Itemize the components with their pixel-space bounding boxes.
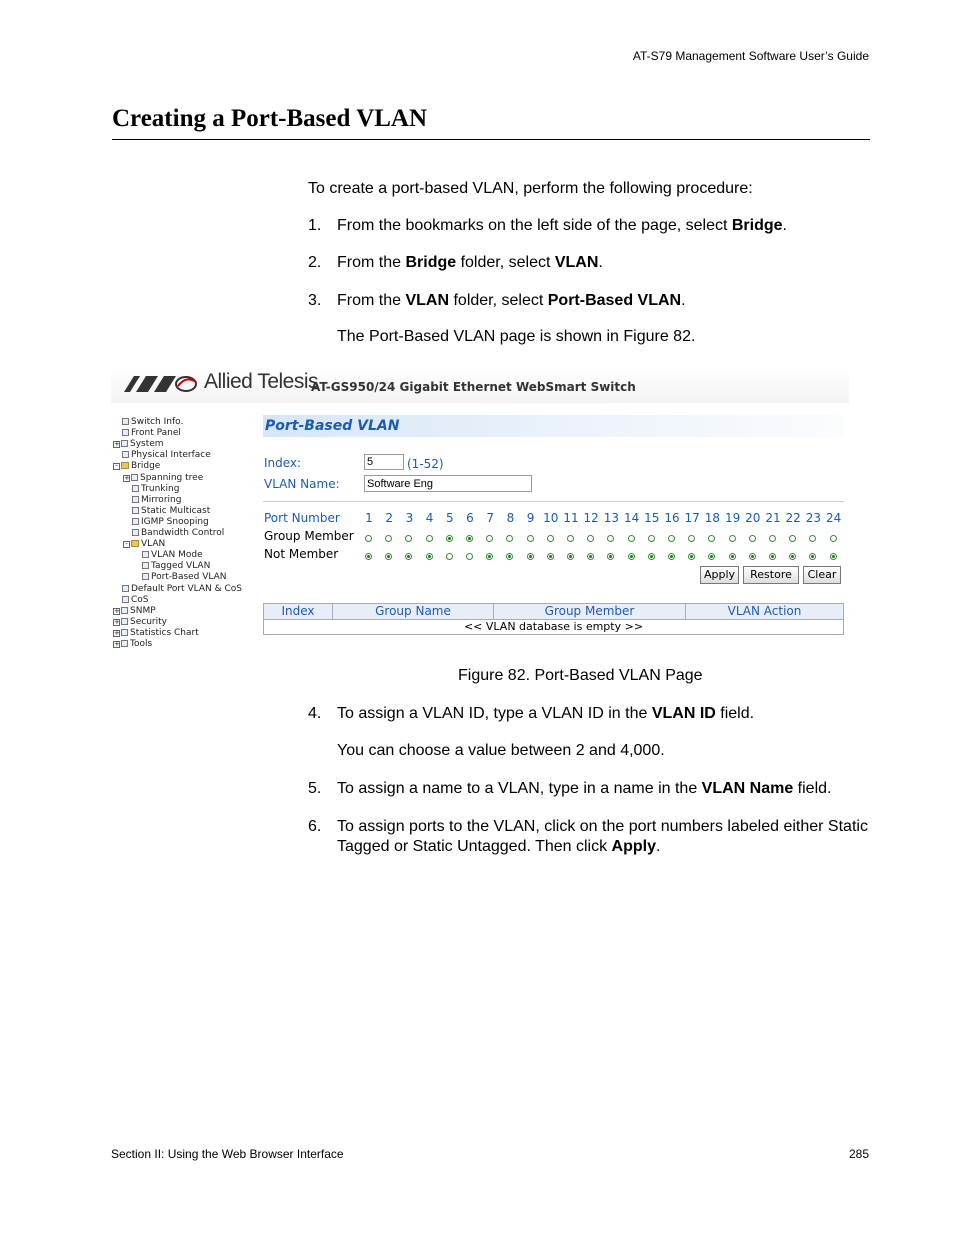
tree-item[interactable] bbox=[122, 595, 149, 606]
step-text: To assign ports to the VLAN, click on the port numbers labeled either Static Tagged or Static Untagged. Then click Apply. bbox=[337, 818, 868, 855]
not-member-radio[interactable] bbox=[668, 553, 675, 560]
group-member-radio[interactable] bbox=[607, 535, 614, 542]
group-member-radio[interactable] bbox=[648, 535, 655, 542]
tree-item-label: Trunking bbox=[141, 483, 180, 494]
page-icon bbox=[132, 507, 139, 514]
group-member-radio[interactable] bbox=[426, 535, 433, 542]
footer-section: Section II: Using the Web Browser Interface bbox=[111, 1147, 344, 1161]
tree-item[interactable] bbox=[132, 484, 179, 495]
tree-item[interactable] bbox=[113, 628, 199, 639]
port-number[interactable]: 5 bbox=[445, 511, 454, 525]
tree-item-label: Switch Info. bbox=[131, 417, 184, 427]
port-number[interactable]: 8 bbox=[506, 511, 515, 525]
port-number[interactable]: 17 bbox=[684, 511, 700, 525]
group-member-radio[interactable] bbox=[668, 535, 675, 542]
group-member-radio[interactable] bbox=[729, 535, 736, 542]
not-member-label: Not Member bbox=[264, 547, 339, 561]
tree-item[interactable] bbox=[113, 617, 167, 628]
figure-screenshot bbox=[111, 367, 849, 654]
tree-item[interactable] bbox=[142, 561, 210, 572]
not-member-radio[interactable] bbox=[506, 553, 513, 560]
index-input[interactable] bbox=[364, 454, 404, 470]
tree-item-label: Physical Interface bbox=[131, 450, 211, 461]
step-number: 3. bbox=[308, 292, 322, 309]
page-icon bbox=[132, 496, 139, 503]
step-number: 5. bbox=[308, 780, 322, 797]
group-member-radio[interactable] bbox=[486, 535, 493, 542]
port-number[interactable]: 12 bbox=[583, 511, 599, 525]
port-number[interactable]: 9 bbox=[526, 511, 535, 525]
port-number[interactable]: 16 bbox=[664, 511, 680, 525]
collapse-icon[interactable]: - bbox=[123, 541, 130, 548]
group-member-label: Group Member bbox=[264, 529, 354, 543]
group-member-radio[interactable] bbox=[446, 535, 453, 542]
tree-item[interactable] bbox=[132, 517, 209, 528]
group-member-radio[interactable] bbox=[789, 535, 796, 542]
step-text: To assign a name to a VLAN, type in a name in the VLAN Name field. bbox=[337, 780, 832, 797]
page-icon bbox=[122, 418, 129, 425]
tree-item[interactable] bbox=[122, 584, 242, 595]
port-number[interactable]: 4 bbox=[425, 511, 434, 525]
page-icon bbox=[122, 596, 129, 603]
expand-icon[interactable]: + bbox=[114, 440, 120, 449]
group-member-radio[interactable] bbox=[628, 535, 635, 542]
tree-item[interactable] bbox=[122, 417, 183, 428]
group-member-radio[interactable] bbox=[405, 535, 412, 542]
tree-item[interactable] bbox=[113, 639, 152, 650]
step-text: From the bookmarks on the left side of the page, select Bridge. bbox=[337, 217, 787, 234]
page-icon bbox=[122, 585, 129, 592]
table-header-group-member: Group Member bbox=[493, 603, 686, 620]
clear-button[interactable]: Clear bbox=[803, 566, 841, 584]
step-number: 2. bbox=[308, 254, 322, 271]
tree-item[interactable] bbox=[122, 450, 211, 461]
figure-header bbox=[111, 367, 849, 403]
step-number: 6. bbox=[308, 818, 322, 835]
tree-item-label: Front Panel bbox=[131, 428, 181, 439]
table-header-vlan-action: VLAN Action bbox=[685, 603, 844, 620]
port-number[interactable]: 2 bbox=[385, 511, 393, 525]
tree-item[interactable] bbox=[142, 550, 203, 561]
tree-item[interactable] bbox=[132, 495, 181, 506]
port-number[interactable]: 23 bbox=[805, 511, 822, 525]
port-number[interactable]: 22 bbox=[785, 511, 801, 525]
not-member-radio[interactable] bbox=[446, 553, 453, 560]
page-number: 285 bbox=[848, 1147, 869, 1161]
port-number[interactable]: 14 bbox=[623, 511, 640, 525]
group-member-radio[interactable] bbox=[365, 535, 372, 542]
not-member-radio[interactable] bbox=[587, 553, 594, 560]
tree-item-label: Statistics Chart bbox=[130, 627, 199, 638]
port-number[interactable]: 3 bbox=[405, 511, 414, 525]
port-number[interactable]: 24 bbox=[825, 511, 842, 525]
running-head: AT-S79 Management Software User’s Guide bbox=[632, 49, 869, 63]
folder-icon bbox=[121, 462, 129, 469]
tree-item-label: Bridge bbox=[131, 461, 161, 472]
not-member-radio[interactable] bbox=[486, 553, 493, 560]
not-member-radio[interactable] bbox=[628, 553, 635, 560]
port-number-label: Port Number bbox=[264, 511, 340, 525]
step-text: From the VLAN folder, select Port-Based VLAN. bbox=[337, 292, 686, 309]
step-3-note: The Port-Based VLAN page is shown in Figure 82. bbox=[337, 328, 696, 345]
port-number[interactable]: 15 bbox=[644, 511, 660, 525]
tree-item-label: System bbox=[130, 439, 164, 450]
port-number[interactable]: 19 bbox=[724, 511, 741, 525]
product-name: AT-GS950/24 Gigabit Ethernet WebSmart Switch bbox=[311, 380, 636, 394]
allied-telesis-logo-icon bbox=[124, 374, 198, 394]
page-icon bbox=[122, 429, 129, 436]
not-member-radio[interactable] bbox=[365, 553, 372, 560]
title-rule bbox=[112, 139, 870, 140]
page-title: Creating a Port-Based VLAN bbox=[112, 105, 428, 132]
tree-item-label: Tools bbox=[130, 639, 153, 649]
group-member-radio[interactable] bbox=[466, 535, 473, 542]
tree-item-label: Mirroring bbox=[141, 494, 182, 505]
step-4-note: You can choose a value between 2 and 4,000. bbox=[337, 742, 665, 759]
step-number: 1. bbox=[308, 217, 322, 234]
expand-icon[interactable]: + bbox=[114, 617, 120, 626]
not-member-radio[interactable] bbox=[607, 553, 614, 560]
not-member-radio[interactable] bbox=[688, 553, 695, 560]
folder-icon bbox=[131, 540, 139, 547]
not-member-radio[interactable] bbox=[648, 553, 655, 560]
page-icon bbox=[122, 451, 129, 458]
not-member-radio[interactable] bbox=[385, 553, 392, 560]
not-member-radio[interactable] bbox=[729, 553, 736, 560]
not-member-radio[interactable] bbox=[789, 553, 796, 560]
expand-icon[interactable]: + bbox=[114, 628, 120, 637]
intro-paragraph: To create a port-based VLAN, perform the following procedure: bbox=[308, 180, 753, 197]
step-number: 4. bbox=[308, 705, 322, 722]
port-number[interactable]: 21 bbox=[765, 511, 781, 525]
tree-item[interactable] bbox=[132, 506, 210, 517]
page-icon bbox=[121, 618, 128, 625]
apply-button[interactable]: Apply bbox=[700, 566, 739, 584]
tree-item[interactable] bbox=[113, 606, 156, 617]
index-range: (1-52) bbox=[407, 457, 444, 471]
group-member-radio[interactable] bbox=[567, 535, 574, 542]
expand-icon[interactable]: + bbox=[124, 473, 130, 482]
step-text: From the Bridge folder, select VLAN. bbox=[337, 254, 603, 271]
tree-item[interactable] bbox=[113, 461, 160, 472]
not-member-radio[interactable] bbox=[708, 553, 715, 560]
vlan-name-label: VLAN Name: bbox=[264, 477, 340, 491]
tree-item-label: Security bbox=[130, 616, 167, 627]
tree-item-label: Static Multicast bbox=[141, 505, 211, 516]
vlan-name-input[interactable] bbox=[364, 475, 532, 492]
tree-item-label: Port-Based VLAN bbox=[151, 572, 227, 583]
port-number[interactable]: 6 bbox=[466, 511, 474, 525]
group-member-radio[interactable] bbox=[688, 535, 695, 542]
port-number[interactable]: 7 bbox=[486, 511, 494, 525]
tree-item-label: Spanning tree bbox=[140, 472, 204, 483]
group-member-radio[interactable] bbox=[809, 535, 816, 542]
tree-item-label: IGMP Snooping bbox=[141, 516, 209, 527]
group-member-radio[interactable] bbox=[708, 535, 715, 542]
not-member-radio[interactable] bbox=[466, 553, 473, 560]
panel-title: Port-Based VLAN bbox=[263, 415, 844, 437]
tree-item[interactable] bbox=[123, 539, 165, 550]
page-icon bbox=[121, 640, 128, 647]
not-member-radio[interactable] bbox=[809, 553, 816, 560]
page-icon bbox=[142, 551, 149, 558]
form-separator bbox=[263, 501, 844, 502]
page-icon bbox=[142, 573, 149, 580]
group-member-radio[interactable] bbox=[527, 535, 534, 542]
page-icon bbox=[121, 440, 128, 447]
page-icon bbox=[121, 629, 128, 636]
not-member-radio[interactable] bbox=[567, 553, 574, 560]
table-header-group-name: Group Name bbox=[332, 603, 494, 620]
port-number[interactable]: 11 bbox=[563, 511, 579, 525]
restore-button[interactable]: Restore bbox=[743, 566, 799, 584]
tree-item-label: Bandwidth Control bbox=[141, 528, 225, 538]
page-icon bbox=[132, 529, 139, 536]
group-member-radio[interactable] bbox=[749, 535, 756, 542]
tree-item-label: SNMP bbox=[130, 605, 156, 616]
tree-item[interactable] bbox=[123, 473, 203, 484]
group-member-radio[interactable] bbox=[385, 535, 392, 542]
not-member-radio[interactable] bbox=[405, 553, 412, 560]
port-number[interactable]: 1 bbox=[365, 511, 373, 525]
expand-icon[interactable]: + bbox=[114, 606, 120, 615]
tree-item-label: CoS bbox=[131, 594, 149, 605]
index-label: Index: bbox=[264, 456, 302, 470]
tree-item[interactable] bbox=[113, 439, 164, 450]
page-icon bbox=[132, 485, 139, 492]
page-icon bbox=[142, 562, 149, 569]
table-header-index: Index bbox=[263, 603, 333, 620]
port-number[interactable]: 13 bbox=[603, 511, 620, 525]
not-member-radio[interactable] bbox=[547, 553, 554, 560]
brand-name: Allied Telesis bbox=[204, 370, 319, 393]
tree-item[interactable] bbox=[132, 528, 224, 539]
port-number[interactable]: 10 bbox=[543, 511, 559, 525]
not-member-radio[interactable] bbox=[426, 553, 433, 560]
expand-icon[interactable]: + bbox=[114, 640, 120, 648]
not-member-radio[interactable] bbox=[769, 553, 776, 560]
tree-item-label: Default Port VLAN & CoS bbox=[131, 583, 242, 594]
tree-item-label: VLAN Mode bbox=[151, 550, 203, 561]
group-member-radio[interactable] bbox=[547, 535, 554, 542]
group-member-radio[interactable] bbox=[506, 535, 513, 542]
page-icon bbox=[132, 518, 139, 525]
group-member-radio[interactable] bbox=[587, 535, 594, 542]
port-number[interactable]: 20 bbox=[745, 511, 761, 525]
group-member-radio[interactable] bbox=[769, 535, 776, 542]
tree-item[interactable] bbox=[122, 428, 181, 439]
page-icon bbox=[121, 607, 128, 614]
tree-item-label: VLAN bbox=[141, 539, 166, 550]
table-empty-row: << VLAN database is empty >> bbox=[263, 619, 844, 635]
tree-item-label: Tagged VLAN bbox=[151, 561, 211, 572]
port-number[interactable]: 18 bbox=[704, 511, 721, 525]
step-text: To assign a VLAN ID, type a VLAN ID in the VLAN ID field. bbox=[337, 705, 755, 722]
group-member-radio[interactable] bbox=[830, 535, 837, 542]
not-member-radio[interactable] bbox=[749, 553, 756, 560]
collapse-icon[interactable]: - bbox=[113, 463, 120, 470]
tree-item[interactable] bbox=[142, 572, 227, 583]
page-icon bbox=[131, 474, 138, 481]
figure-caption: Figure 82. Port-Based VLAN Page bbox=[458, 667, 703, 684]
not-member-radio[interactable] bbox=[527, 553, 534, 560]
not-member-radio[interactable] bbox=[830, 553, 837, 560]
